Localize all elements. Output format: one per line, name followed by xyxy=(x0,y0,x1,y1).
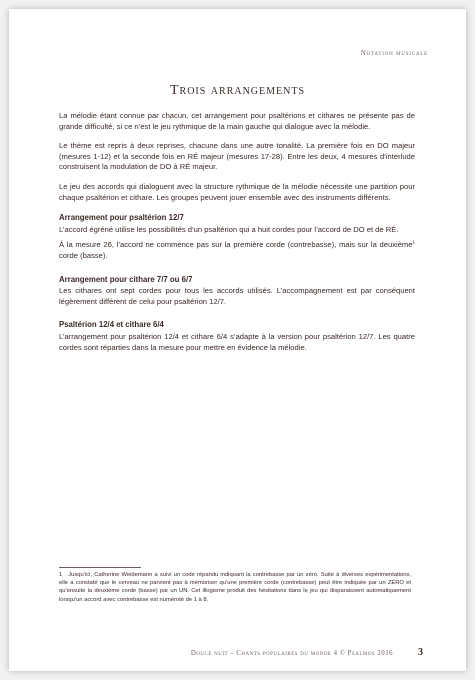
section-paragraph: Les cithares ont sept cordes pour tous les accords utilisés. L’accompagnement est par conséquent légèrement différent de celui pour psaltérion 12/7. xyxy=(59,286,415,306)
page-number: 3 xyxy=(418,647,423,658)
footnote-reference[interactable]: 1 xyxy=(412,239,415,245)
section-heading-cithare-7-7: Arrangement pour cithare 7/7 ou 6/7 xyxy=(59,274,193,284)
page-title: Trois arrangements xyxy=(169,83,306,98)
footnote xyxy=(59,571,411,604)
footnote-divider xyxy=(59,567,141,568)
running-head: Notation musicale xyxy=(360,49,428,57)
intro-paragraph-3: Le jeu des accords qui dialoguent avec la structure rythmique de la mélodie nécessite une partition pour chaque psaltérion et cithare. Les groupes peuvent jouer ensemble avec des instruments différents. xyxy=(59,181,415,202)
section-paragraph xyxy=(59,240,415,261)
section-heading-psalterion-12-7: Arrangement pour psaltérion 12/7 xyxy=(59,213,184,223)
section-paragraph: L’accord égréné utilise les possibilités d’un psaltérion qui a huit cordes pour l’accord de DO et de RÉ. xyxy=(59,224,399,234)
footnote-text: Jusqu’ici, Catherine Weidemann a suivi un code répandu indiquant la contrebasse par un zéro. Suite à diverses expérimentations, elle a constaté que le cerveau ne parvient pas à mémoriser qu’une première corde (contrebasse) peut être indiquée par un ZÉRO et qu’ensuite la deuxième corde (basse) par un UN. Cet illogisme produit des hésitations dans le jeu qui disparaissent automatiquement lorsqu’un accord avec contrebasse est numéroté de 1 à 8. xyxy=(59,572,411,603)
footnote-number: 1 xyxy=(59,572,63,578)
intro-paragraph-1: La mélodie étant connue par chacun, cet arrangement pour psaltérions et cithares ne présente pas de grande difficulté, si ce n’est le jeu rythmique de la main gauche qui dialogue avec la mélodie. xyxy=(59,111,415,131)
book-page xyxy=(9,9,466,671)
section-text: corde (basse). xyxy=(59,250,108,260)
section-heading-psalterion-12-4: Psaltérion 12/4 et cithare 6/4 xyxy=(59,320,164,330)
section-paragraph: L’arrangement pour psaltérion 12/4 et cithare 6/4 s’adapte à la version pour psaltérion 12/7. Les quatre cordes sont réparties dans la mesure pour mettre en évidence la mélodie. xyxy=(59,331,415,352)
body-text xyxy=(59,111,415,362)
section-text: À la mesure 26, l’accord ne commence pas sur la première corde (contrebasse), mais sur la deuxième xyxy=(59,240,413,250)
intro-paragraph-2: Le thème est repris à deux reprises, chacune dans une autre tonalité. La première fois en DO majeur (mesures 1-12) et la seconde fois en RÉ majeur (mesures 17-28). Entre les deux, 4 mesures d’interlude construisent la modulation de DO à RÉ majeur. xyxy=(59,141,415,172)
footer-text: Douce nuit – Chants populaires du monde 4 © Psalmos 2016 xyxy=(190,650,393,657)
